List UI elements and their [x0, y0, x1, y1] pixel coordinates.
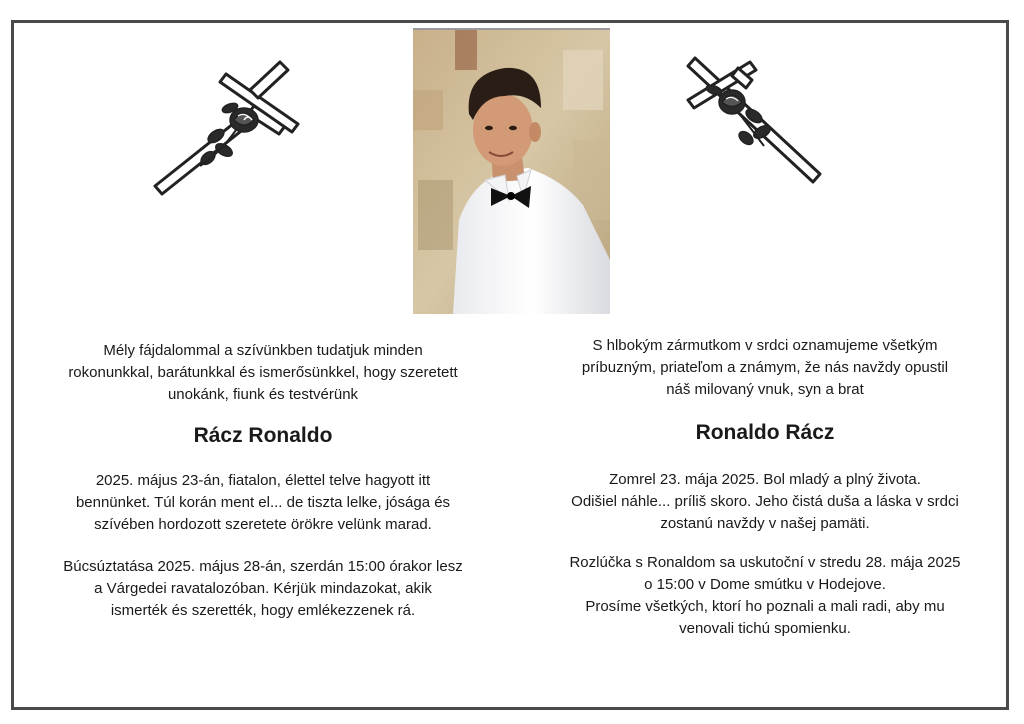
funeral-line: ismerték és szerették, hogy emlékezzenek rá.: [110, 602, 416, 619]
funeral-line: venovali tichú spomienku.: [679, 620, 851, 637]
notice-line: Zomrel 23. mája 2025. Bol mladý a plný života.: [609, 471, 921, 488]
cross-with-rose-icon: [680, 50, 830, 185]
intro-line: Mély fájdalommal a szívünkben tudatjuk minden: [103, 342, 423, 359]
hungarian-intro: [48, 340, 478, 406]
portrait-photo: [413, 28, 610, 314]
deceased-name: Ronaldo Rácz: [695, 421, 835, 444]
slovak-death-notice: [550, 469, 980, 535]
funeral-line: Prosíme všetkých, ktorí ho poznali a mali radi, aby mu: [585, 598, 945, 615]
intro-line: unokánk, fiunk és testvérünk: [167, 386, 359, 403]
hungarian-funeral-info: [48, 556, 478, 622]
hungarian-death-notice: [48, 470, 478, 536]
funeral-line: a Várgedei ravatalozóban. Kérjük mindazokat, akik: [94, 580, 432, 597]
cross-with-rose-icon: [150, 58, 305, 198]
intro-line: príbuzným, priateľom a známym, že nás navždy opustil: [581, 359, 949, 376]
funeral-line: o 15:00 v Dome smútku v Hodejove.: [644, 576, 886, 593]
notice-line: zostanú navždy v našej pamäti.: [660, 515, 870, 532]
notice-line: szívében hordozott szeretete örökre velünk marad.: [94, 516, 432, 533]
funeral-line: Búcsúztatása 2025. május 28-án, szerdán 15:00 órakor lesz: [63, 558, 463, 575]
notice-line: Odišiel náhle... príliš skoro. Jeho čistá duša a láska v srdci: [571, 493, 959, 510]
intro-line: S hlbokým zármutkom v srdci oznamujeme všetkým: [592, 337, 938, 354]
notice-line: bennünket. Túl korán ment el... de tiszta lelke, jósága és: [75, 494, 451, 511]
funeral-line: Rozlúčka s Ronaldom sa uskutoční v stredu 28. mája 2025: [569, 554, 961, 571]
deceased-name: Rácz Ronaldo: [193, 424, 333, 447]
slovak-funeral-info: [550, 552, 980, 640]
notice-line: 2025. május 23-án, fiatalon, élettel telve hagyott itt: [95, 472, 431, 489]
slovak-intro: [550, 335, 980, 401]
intro-line: rokonunkkal, barátunkkal és ismerősünkkel, hogy szeretett: [68, 364, 458, 381]
intro-line: náš milovaný vnuk, syn a brat: [666, 381, 864, 398]
